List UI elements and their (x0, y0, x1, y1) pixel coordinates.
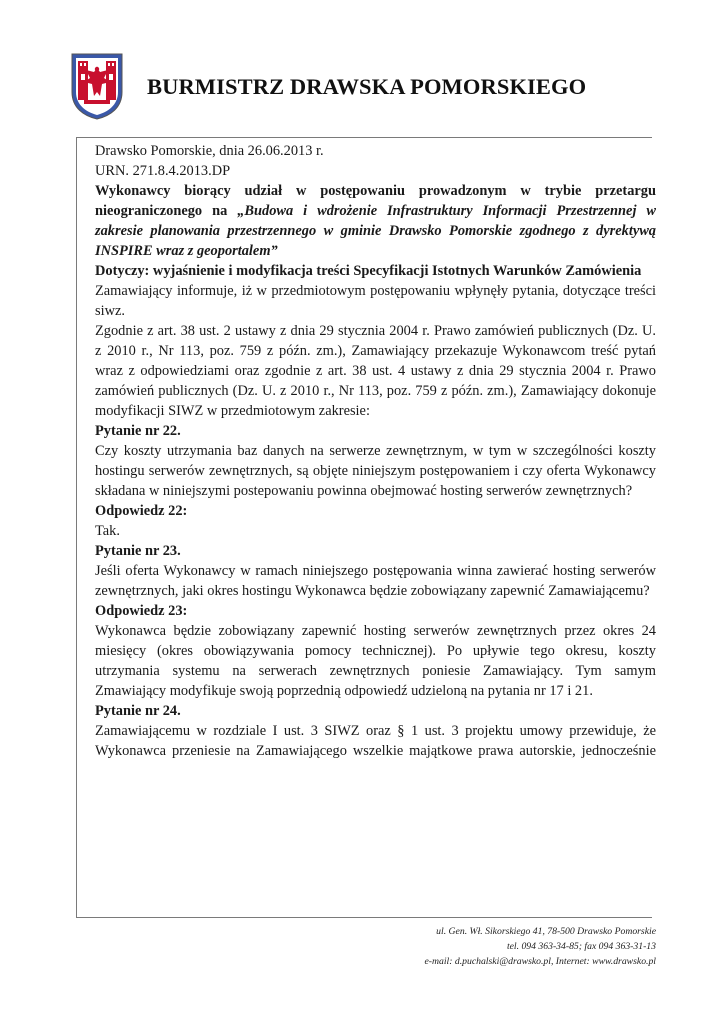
question-heading: Pytanie nr 24. (95, 703, 181, 719)
question-text: Zamawiającemu w rozdziale I ust. 3 SIWZ oraz § 1 ust. 3 projektu umowy przewiduje, że Wykonawca przeniesie na Zamawiającego wszelkie majątkowe prawa autorskie, jednocześnie (95, 723, 656, 759)
intro-paragraph: Zamawiający informuje, iż w przedmiotowym postępowaniu wpłynęły pytania, dotyczące treści siwz. (95, 283, 656, 319)
question-text: Czy koszty utrzymania baz danych na serwerze zewnętrznym, w tym w szczególności koszty hostingu serwerów zewnętrznych, są objęte niniejszym postępowaniem i czy oferta Wykonawcy składana w niniejszymi postepowaniu powinna obejmować hosting serwerów zewnętrznych? (95, 443, 656, 499)
margin-divider (76, 137, 77, 917)
question-text: Jeśli oferta Wykonawcy w ramach niniejszego postępowania winna zawierać hosting serwerów zewnętrznych, jaki okres hostingu Wykonawca będzie zobowiązany zapewnić Zamawiającemu? (95, 563, 656, 599)
answer-heading: Odpowiedz 22: (95, 503, 188, 519)
date-line: Drawsko Pomorskie, dnia 26.06.2013 r. (95, 143, 324, 159)
footer-contact (424, 924, 656, 969)
footer-phone: tel. 094 363-34-85; fax 094 363-31-13 (506, 941, 656, 952)
answer-text: Tak. (95, 523, 120, 539)
coat-of-arms-eagle-icon (70, 52, 124, 120)
subject-line: Dotyczy: wyjaśnienie i modyfikacja treści Specyfikacji Istotnych Warunków Zamówienia (95, 263, 642, 279)
question-heading: Pytanie nr 22. (95, 423, 181, 439)
tender-title: „Budowa i wdrożenie Infrastruktury Informacji Przestrzennej w zakresie planowania przestrzennego w gminie Drawsko Pomorskie zgodnego z dyrektywą INSPIRE wraz z geoportalem” (95, 203, 656, 259)
footer-address: ul. Gen. Wł. Sikorskiego 41, 78-500 Drawsko Pomorskie (436, 926, 656, 937)
recipient-text: Wykonawcy biorący udział w postępowaniu prowadzonym w trybie przetargu nieograniczonego na (95, 183, 656, 219)
header-divider (76, 137, 652, 138)
answer-text: Wykonawca będzie zobowiązany zapewnić hosting serwerów zewnętrznych przez okres 24 miesięcy (okres obowiązywania pomocy technicznej). Po upływie tego okresu, koszty utrzymania systemu na serwerach zewnętrznych poniesie Zamawiający. Tym samym Zmawiający modyfikuje swoją poprzednią odpowiedź udzieloną na pytania nr 17 i 21. (95, 623, 656, 699)
letter-body (95, 141, 656, 761)
legal-paragraph: Zgodnie z art. 38 ust. 2 ustawy z dnia 29 stycznia 2004 r. Prawo zamówień publicznych (Dz. U. z 2010 r., Nr 113, poz. 759 z późn. zm.), Zamawiający przekazuje Wykonawcom treść pytań wraz z odpowiedziami oraz zgodnie z art. 38 ust. 4 ustawy z dnia 29 stycznia 2004 r. Prawo zamówień publicznych (Dz. U. z 2010 r., Nr 113, poz. 759 z późn. zm.), Zamawiający dokonuje modyfikacji SIWZ w przedmiotowym zakresie: (95, 323, 656, 419)
reference-number: URN. 271.8.4.2013.DP (95, 163, 231, 179)
recipient-block (95, 181, 656, 261)
page-title: BURMISTRZ DRAWSKA POMORSKIEGO (147, 74, 587, 99)
answer-heading: Odpowiedz 23: (95, 603, 188, 619)
question-heading: Pytanie nr 23. (95, 543, 181, 559)
footer-email-web: e-mail: d.puchalski@drawsko.pl, Internet: www.drawsko.pl (424, 956, 656, 967)
footer-divider (76, 917, 652, 918)
